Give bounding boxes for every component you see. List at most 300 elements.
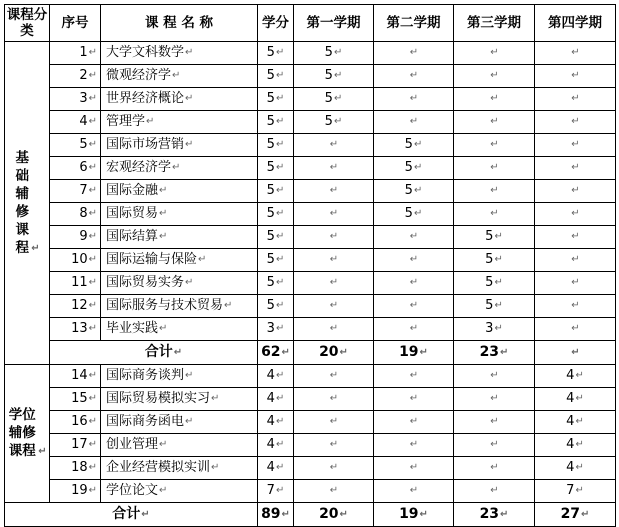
paragraph-mark: ↵ — [329, 393, 339, 404]
grand-total-term3 — [454, 503, 535, 527]
course-name — [101, 411, 258, 434]
grand-total-term1 — [294, 503, 374, 527]
grand-total-term1-text: 20 — [319, 506, 339, 522]
subtotal-credits — [258, 341, 294, 365]
subtotal-term1-text: 20 — [319, 344, 339, 360]
course-name — [101, 65, 258, 88]
paragraph-mark: ↵ — [494, 323, 503, 334]
paragraph-mark: ↵ — [490, 70, 499, 81]
paragraph-mark: ↵ — [571, 231, 580, 242]
row-index — [50, 203, 101, 226]
grand-total-term4-text: 27 — [560, 506, 581, 522]
paragraph-mark: ↵ — [88, 47, 97, 58]
course-credits — [258, 411, 294, 434]
paragraph-mark: ↵ — [88, 185, 97, 196]
course-credits-text: 5 — [266, 68, 275, 83]
paragraph-mark: ↵ — [159, 185, 168, 196]
course-credits-text: 4 — [266, 460, 275, 475]
course-name-text: 国际服务与技术贸易 — [106, 298, 224, 313]
paragraph-mark: ↵ — [329, 254, 339, 265]
row-index-text: 12 — [71, 298, 88, 313]
paragraph-mark: ↵ — [409, 416, 419, 427]
course-credits-text: 7 — [266, 483, 275, 498]
header-index: 序号 — [50, 5, 101, 42]
grand-total-term2 — [374, 503, 454, 527]
course-name — [101, 88, 258, 111]
grand-total-credits — [258, 503, 294, 527]
paragraph-mark: ↵ — [339, 509, 348, 520]
paragraph-mark: ↵ — [571, 185, 580, 196]
term4-credits-text: 4 — [566, 460, 575, 475]
term1-credits — [294, 365, 374, 388]
paragraph-mark: ↵ — [409, 93, 419, 104]
paragraph-mark: ↵ — [88, 254, 97, 265]
paragraph-mark: ↵ — [490, 93, 499, 104]
course-credits-text: 4 — [266, 437, 275, 452]
paragraph-mark: ↵ — [159, 439, 168, 450]
row-index-text: 2 — [79, 68, 88, 83]
row-index — [50, 434, 101, 457]
paragraph-mark: ↵ — [329, 323, 339, 334]
table-row — [5, 88, 616, 111]
paragraph-mark: ↵ — [88, 462, 97, 473]
paragraph-mark: ↵ — [575, 439, 584, 450]
course-name-text: 大学文科数学 — [106, 45, 185, 60]
term3-credits — [454, 88, 535, 111]
course-credits — [258, 180, 294, 203]
term4-credits — [535, 42, 616, 65]
table-row — [5, 295, 616, 318]
term1-credits — [294, 203, 374, 226]
paragraph-mark: ↵ — [490, 116, 499, 127]
paragraph-mark: ↵ — [571, 139, 580, 150]
term2-credits — [374, 203, 454, 226]
paragraph-mark: ↵ — [88, 208, 97, 219]
paragraph-mark: ↵ — [275, 162, 285, 173]
paragraph-mark: ↵ — [185, 277, 194, 288]
header-term2: 第二学期 — [374, 5, 454, 42]
row-index — [50, 111, 101, 134]
course-name — [101, 111, 258, 134]
term1-credits-text: 5 — [324, 45, 333, 60]
course-credits-text: 5 — [266, 114, 275, 129]
paragraph-mark: ↵ — [419, 509, 428, 520]
course-credits-text: 5 — [266, 252, 275, 267]
paragraph-mark: ↵ — [490, 370, 499, 381]
paragraph-mark: ↵ — [571, 47, 580, 58]
table-row — [5, 157, 616, 180]
paragraph-mark: ↵ — [185, 93, 194, 104]
paragraph-mark: ↵ — [339, 347, 348, 358]
paragraph-mark: ↵ — [413, 185, 423, 196]
table-row — [5, 65, 616, 88]
header-category: 课程分类 — [5, 5, 50, 42]
term3-credits-text: 5 — [485, 275, 494, 290]
paragraph-mark: ↵ — [88, 139, 97, 150]
term2-credits-text: 5 — [404, 183, 413, 198]
course-name-text: 宏观经济学 — [106, 160, 172, 175]
subtotal-term3-text: 23 — [479, 344, 500, 360]
term2-credits — [374, 411, 454, 434]
term3-credits-text: 5 — [485, 229, 494, 244]
table-row — [5, 111, 616, 134]
term2-credits — [374, 88, 454, 111]
paragraph-mark: ↵ — [329, 462, 339, 473]
subtotal-term2 — [374, 341, 454, 365]
paragraph-mark: ↵ — [494, 277, 503, 288]
row-index — [50, 88, 101, 111]
row-index — [50, 318, 101, 341]
course-credits — [258, 88, 294, 111]
paragraph-mark: ↵ — [409, 300, 419, 311]
paragraph-mark: ↵ — [88, 277, 97, 288]
paragraph-mark: ↵ — [490, 162, 499, 173]
row-index-text: 16 — [71, 414, 88, 429]
term4-credits — [535, 388, 616, 411]
term4-credits — [535, 226, 616, 249]
table-row — [5, 134, 616, 157]
term1-credits — [294, 157, 374, 180]
term4-credits — [535, 480, 616, 503]
row-index — [50, 65, 101, 88]
row-index-text: 18 — [71, 460, 88, 475]
term1-credits-text: 5 — [324, 91, 333, 106]
term3-credits — [454, 365, 535, 388]
paragraph-mark: ↵ — [211, 462, 220, 473]
course-credits-text: 5 — [266, 137, 275, 152]
paragraph-mark: ↵ — [88, 231, 97, 242]
term3-credits — [454, 226, 535, 249]
paragraph-mark: ↵ — [329, 162, 339, 173]
course-credits — [258, 42, 294, 65]
course-credits — [258, 457, 294, 480]
course-name — [101, 134, 258, 157]
paragraph-mark: ↵ — [88, 323, 97, 334]
table-row — [5, 365, 616, 388]
header-course-name: 课 程 名 称 — [101, 5, 258, 42]
paragraph-mark: ↵ — [88, 416, 97, 427]
term1-credits — [294, 88, 374, 111]
course-name — [101, 157, 258, 180]
term4-credits — [535, 318, 616, 341]
paragraph-mark: ↵ — [571, 93, 580, 104]
paragraph-mark: ↵ — [88, 393, 97, 404]
paragraph-mark: ↵ — [329, 370, 339, 381]
row-index-text: 4 — [79, 114, 88, 129]
term2-credits-text: 5 — [404, 206, 413, 221]
term2-credits — [374, 295, 454, 318]
row-index-text: 5 — [79, 137, 88, 152]
term3-credits-text: 3 — [485, 321, 494, 336]
course-credits-text: 5 — [266, 160, 275, 175]
table-row — [5, 272, 616, 295]
course-name — [101, 295, 258, 318]
paragraph-mark: ↵ — [31, 242, 40, 254]
term2-credits-text: 5 — [404, 160, 413, 175]
header-credits: 学分 — [258, 5, 294, 42]
term1-credits — [294, 411, 374, 434]
course-name-text: 创业管理 — [106, 437, 159, 452]
paragraph-mark: ↵ — [159, 323, 168, 334]
term1-credits — [294, 318, 374, 341]
course-name — [101, 457, 258, 480]
paragraph-mark: ↵ — [329, 485, 339, 496]
term1-credits — [294, 295, 374, 318]
paragraph-mark: ↵ — [409, 462, 419, 473]
paragraph-mark: ↵ — [88, 116, 97, 127]
course-credits — [258, 272, 294, 295]
term4-credits — [535, 457, 616, 480]
paragraph-mark: ↵ — [329, 439, 339, 450]
term3-credits-text: 5 — [485, 298, 494, 313]
term3-credits — [454, 111, 535, 134]
paragraph-mark: ↵ — [409, 254, 419, 265]
course-name — [101, 249, 258, 272]
course-name — [101, 318, 258, 341]
category-cell — [5, 365, 50, 503]
term3-credits — [454, 272, 535, 295]
curriculum-table — [4, 4, 616, 527]
course-credits-text: 3 — [266, 321, 275, 336]
term2-credits — [374, 388, 454, 411]
paragraph-mark: ↵ — [159, 231, 168, 242]
term4-credits-text: 4 — [566, 391, 575, 406]
paragraph-mark: ↵ — [275, 139, 285, 150]
term4-credits-text: 4 — [566, 368, 575, 383]
paragraph-mark: ↵ — [185, 370, 194, 381]
table-row — [5, 411, 616, 434]
paragraph-mark: ↵ — [146, 116, 155, 127]
paragraph-mark: ↵ — [329, 139, 339, 150]
row-index — [50, 249, 101, 272]
course-credits — [258, 295, 294, 318]
course-credits — [258, 434, 294, 457]
term3-credits — [454, 249, 535, 272]
paragraph-mark: ↵ — [275, 323, 285, 334]
grand-total-label-text: 合计 — [112, 506, 141, 522]
header-term1: 第一学期 — [294, 5, 374, 42]
paragraph-mark: ↵ — [333, 93, 343, 104]
term4-credits — [535, 157, 616, 180]
course-credits — [258, 157, 294, 180]
paragraph-mark: ↵ — [409, 47, 419, 58]
paragraph-mark: ↵ — [281, 509, 290, 520]
term2-credits — [374, 272, 454, 295]
row-index — [50, 365, 101, 388]
paragraph-mark: ↵ — [575, 393, 584, 404]
paragraph-mark: ↵ — [571, 300, 580, 311]
paragraph-mark: ↵ — [413, 139, 423, 150]
table-row — [5, 249, 616, 272]
paragraph-mark: ↵ — [419, 347, 428, 358]
course-credits-text: 5 — [266, 206, 275, 221]
paragraph-mark: ↵ — [88, 439, 97, 450]
paragraph-mark: ↵ — [409, 70, 419, 81]
term3-credits — [454, 457, 535, 480]
row-index — [50, 157, 101, 180]
term1-credits-text: 5 — [324, 114, 333, 129]
term4-credits-text: 4 — [566, 437, 575, 452]
paragraph-mark: ↵ — [409, 485, 419, 496]
course-name-text: 学位论文 — [106, 483, 159, 498]
term3-credits — [454, 134, 535, 157]
paragraph-mark: ↵ — [413, 162, 423, 173]
grand-total-term4 — [535, 503, 616, 527]
paragraph-mark: ↵ — [490, 208, 499, 219]
paragraph-mark: ↵ — [571, 254, 580, 265]
paragraph-mark: ↵ — [409, 323, 419, 334]
paragraph-mark: ↵ — [494, 300, 503, 311]
term2-credits — [374, 157, 454, 180]
paragraph-mark: ↵ — [159, 485, 168, 496]
term2-credits — [374, 249, 454, 272]
paragraph-mark: ↵ — [490, 439, 499, 450]
term1-credits — [294, 434, 374, 457]
term3-credits — [454, 65, 535, 88]
paragraph-mark: ↵ — [409, 116, 419, 127]
paragraph-mark: ↵ — [329, 300, 339, 311]
paragraph-mark: ↵ — [141, 509, 150, 520]
paragraph-mark: ↵ — [571, 70, 580, 81]
paragraph-mark: ↵ — [490, 416, 499, 427]
paragraph-mark: ↵ — [490, 139, 499, 150]
subtotal-credits-text: 62 — [261, 344, 281, 360]
course-credits — [258, 134, 294, 157]
term1-credits — [294, 180, 374, 203]
subtotal-term1 — [294, 341, 374, 365]
paragraph-mark: ↵ — [224, 300, 233, 311]
paragraph-mark: ↵ — [275, 300, 285, 311]
grand-total-label — [5, 503, 258, 527]
course-name — [101, 203, 258, 226]
course-credits-text: 4 — [266, 391, 275, 406]
course-name-text: 国际市场营销 — [106, 137, 185, 152]
course-name-text: 毕业实践 — [106, 321, 159, 336]
course-name — [101, 388, 258, 411]
course-credits-text: 5 — [266, 275, 275, 290]
paragraph-mark: ↵ — [575, 485, 584, 496]
paragraph-mark: ↵ — [500, 509, 509, 520]
table-row — [5, 318, 616, 341]
course-credits — [258, 249, 294, 272]
paragraph-mark: ↵ — [185, 416, 194, 427]
paragraph-mark: ↵ — [494, 254, 503, 265]
term2-credits — [374, 434, 454, 457]
course-name-text: 世界经济概论 — [106, 91, 185, 106]
term2-credits — [374, 42, 454, 65]
course-name-text: 国际结算 — [106, 229, 159, 244]
course-name — [101, 42, 258, 65]
paragraph-mark: ↵ — [409, 277, 419, 288]
term4-credits-text: 4 — [566, 414, 575, 429]
paragraph-mark: ↵ — [88, 370, 97, 381]
table-row — [5, 480, 616, 503]
paragraph-mark: ↵ — [275, 185, 285, 196]
table-row — [5, 180, 616, 203]
term4-credits — [535, 295, 616, 318]
term3-credits — [454, 203, 535, 226]
row-index-text: 19 — [71, 483, 88, 498]
paragraph-mark: ↵ — [490, 393, 499, 404]
paragraph-mark: ↵ — [198, 254, 207, 265]
row-index-text: 13 — [71, 321, 88, 336]
paragraph-mark: ↵ — [275, 208, 285, 219]
term4-credits — [535, 65, 616, 88]
paragraph-mark: ↵ — [571, 277, 580, 288]
header-term4: 第四学期 — [535, 5, 616, 42]
row-index-text: 14 — [71, 368, 88, 383]
paragraph-mark: ↵ — [88, 485, 97, 496]
term3-credits — [454, 318, 535, 341]
grand-total-term3-text: 23 — [479, 506, 500, 522]
term2-credits — [374, 318, 454, 341]
paragraph-mark: ↵ — [409, 439, 419, 450]
paragraph-mark: ↵ — [88, 300, 97, 311]
paragraph-mark: ↵ — [281, 347, 290, 358]
course-name-text: 国际商务函电 — [106, 414, 185, 429]
course-credits-text: 4 — [266, 368, 275, 383]
course-name-text: 管理学 — [106, 114, 146, 129]
subtotal-label-text: 合计 — [144, 344, 173, 360]
course-name — [101, 226, 258, 249]
course-credits — [258, 65, 294, 88]
course-name-text: 国际金融 — [106, 183, 159, 198]
paragraph-mark: ↵ — [575, 370, 584, 381]
row-index-text: 1 — [79, 45, 88, 60]
grand-total-credits-text: 89 — [261, 506, 281, 522]
paragraph-mark: ↵ — [275, 254, 285, 265]
term2-credits — [374, 365, 454, 388]
course-credits-text: 5 — [266, 183, 275, 198]
paragraph-mark: ↵ — [329, 185, 339, 196]
row-index — [50, 457, 101, 480]
term4-credits — [535, 88, 616, 111]
course-name — [101, 180, 258, 203]
row-index-text: 15 — [71, 391, 88, 406]
paragraph-mark: ↵ — [275, 393, 285, 404]
term2-credits — [374, 111, 454, 134]
course-name — [101, 272, 258, 295]
paragraph-mark: ↵ — [333, 70, 343, 81]
course-name — [101, 365, 258, 388]
paragraph-mark: ↵ — [409, 231, 419, 242]
course-credits-text: 5 — [266, 91, 275, 106]
course-name — [101, 434, 258, 457]
paragraph-mark: ↵ — [571, 347, 580, 358]
row-index-text: 3 — [79, 91, 88, 106]
category-label: 学位辅修课程 — [8, 407, 36, 459]
term3-credits — [454, 180, 535, 203]
term3-credits — [454, 388, 535, 411]
paragraph-mark: ↵ — [275, 439, 285, 450]
paragraph-mark: ↵ — [275, 231, 285, 242]
row-index-text: 17 — [71, 437, 88, 452]
term2-credits-text: 5 — [404, 137, 413, 152]
term4-credits — [535, 134, 616, 157]
course-credits — [258, 365, 294, 388]
term1-credits — [294, 272, 374, 295]
category-label: 基础辅修课程 — [15, 149, 30, 256]
paragraph-mark: ↵ — [490, 485, 499, 496]
paragraph-mark: ↵ — [571, 116, 580, 127]
course-name-text: 国际贸易实务 — [106, 275, 185, 290]
paragraph-mark: ↵ — [329, 231, 339, 242]
course-name-text: 企业经营模拟实训 — [106, 460, 211, 475]
course-credits-text: 5 — [266, 298, 275, 313]
term3-credits — [454, 434, 535, 457]
paragraph-mark: ↵ — [575, 462, 584, 473]
table-row — [5, 226, 616, 249]
